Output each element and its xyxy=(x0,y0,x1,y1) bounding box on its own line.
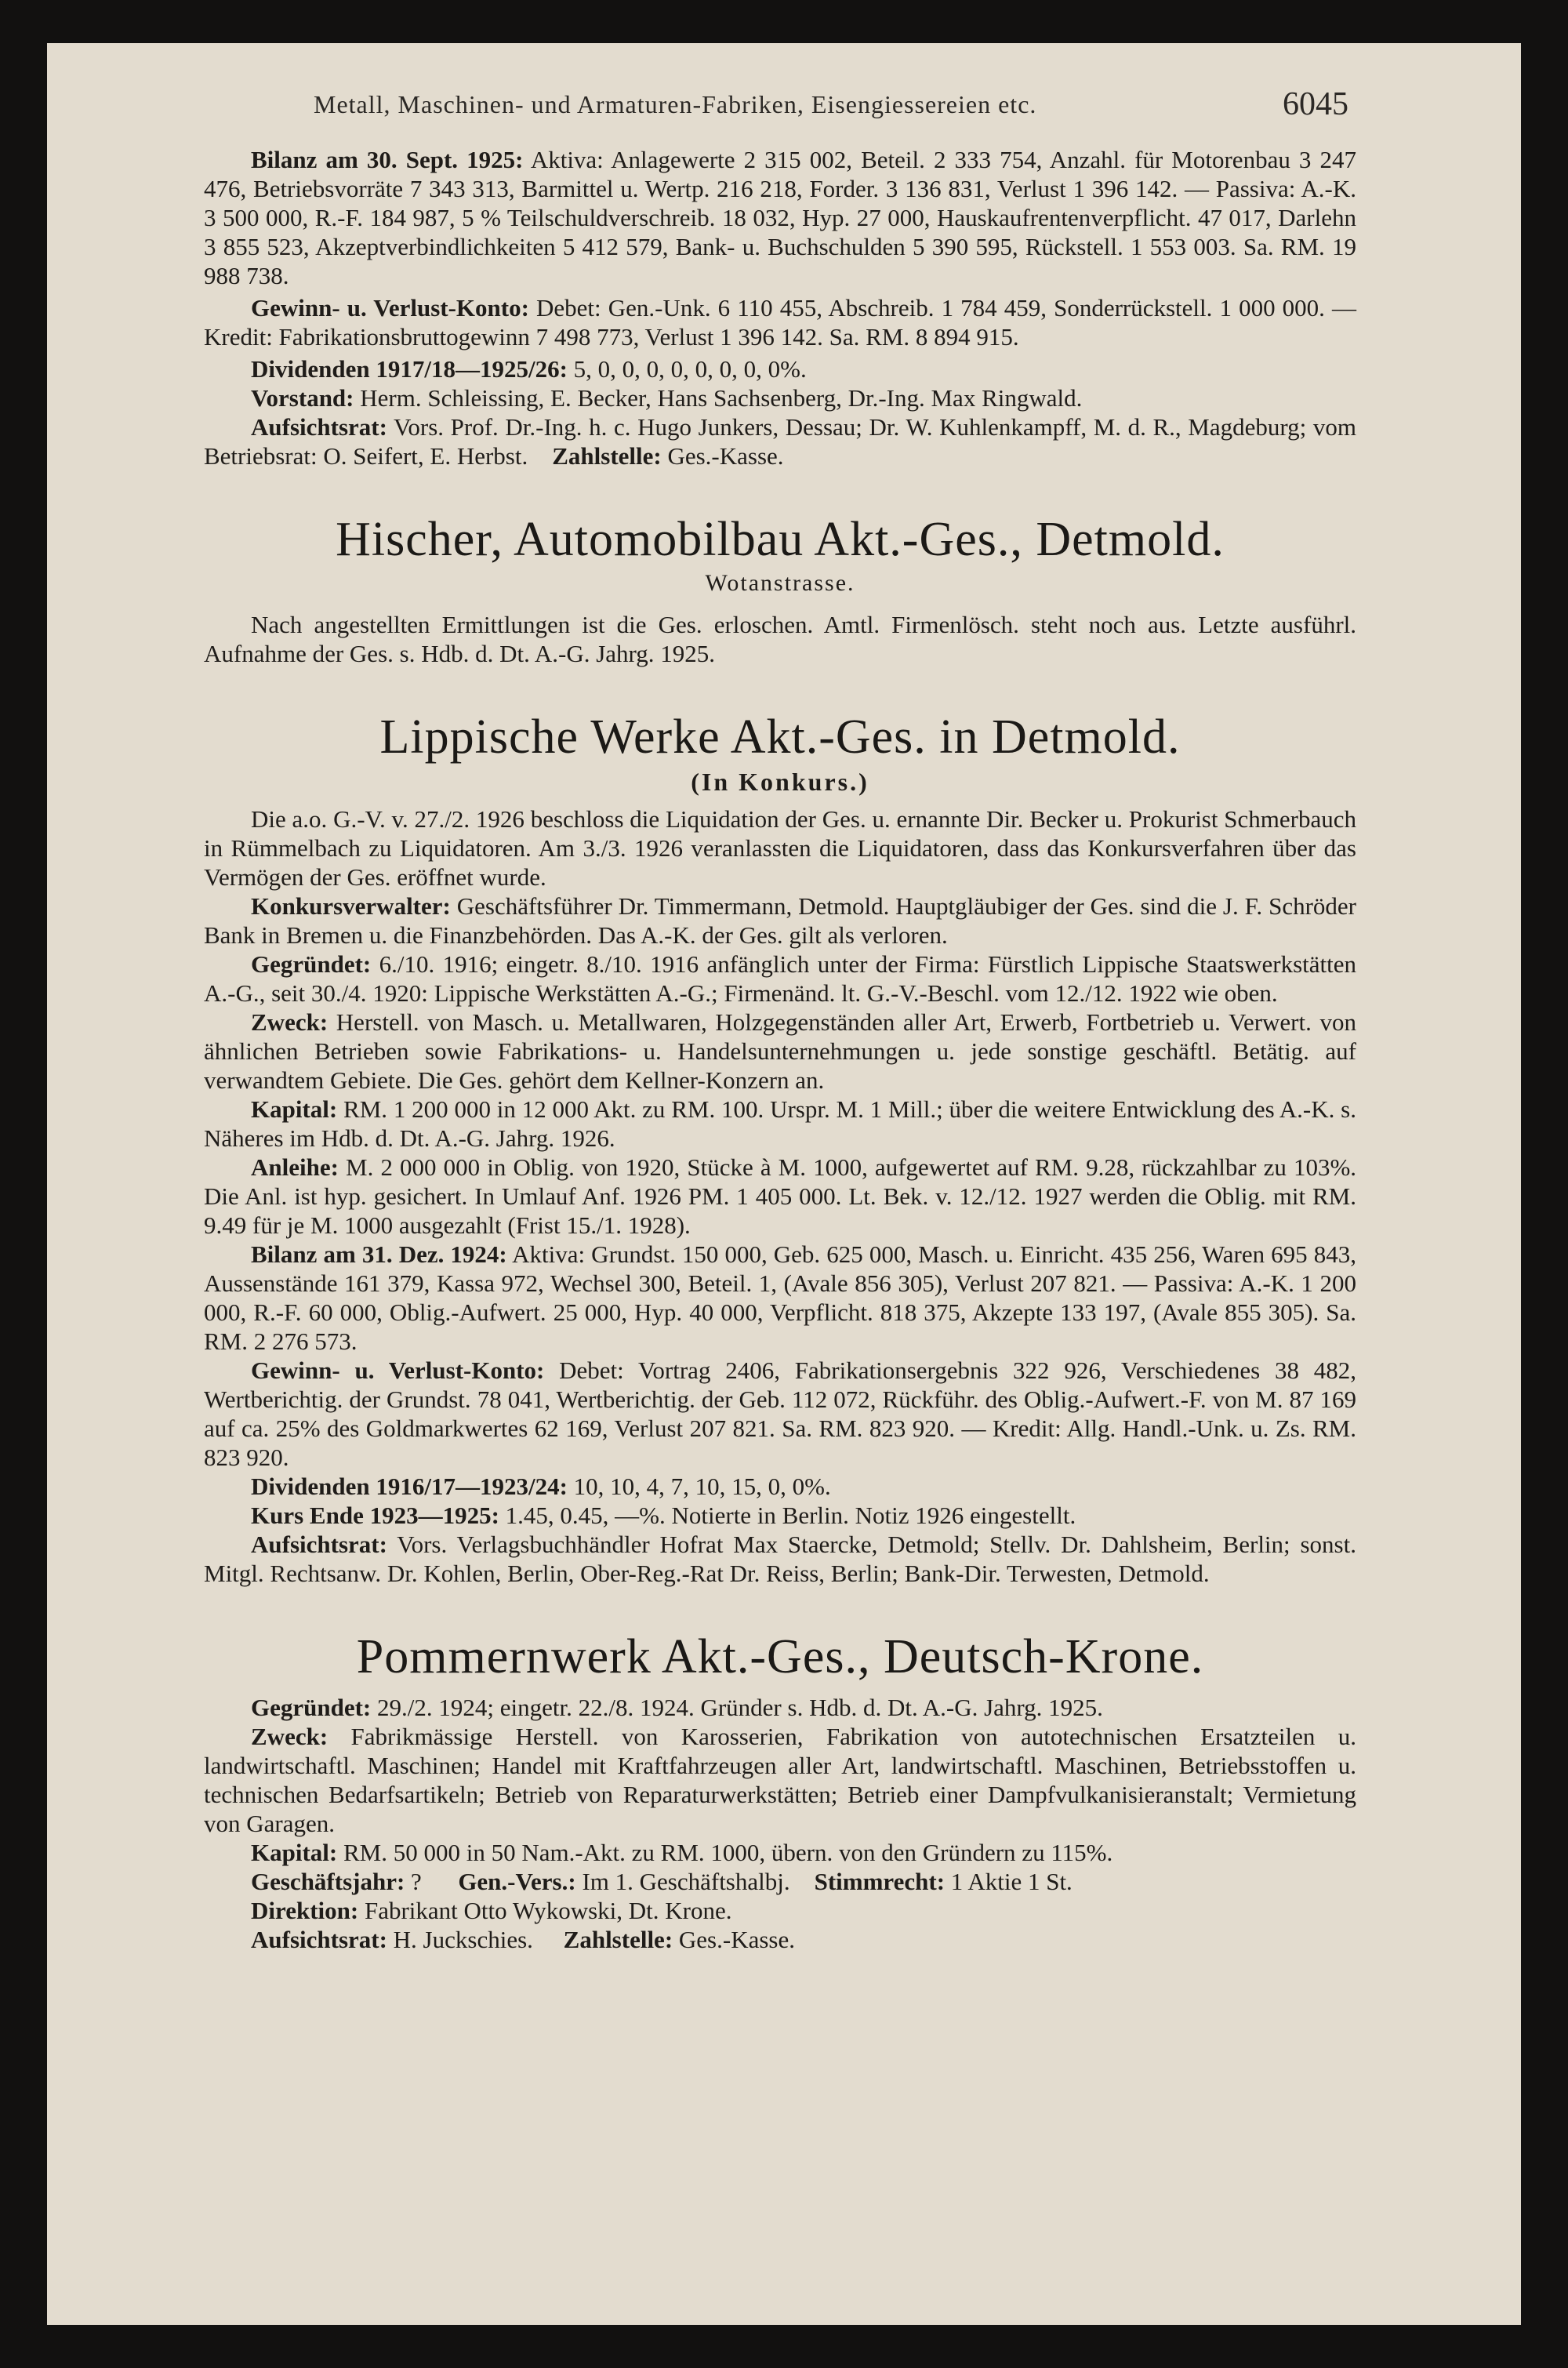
aufsichtsrat-paragraph xyxy=(204,1925,1356,1954)
zahlstelle-label: Zahlstelle: xyxy=(552,442,662,470)
kurs-label: Kurs Ende 1923—1925: xyxy=(251,1502,499,1529)
anleihe-text: M. 2 000 000 in Oblig. von 1920, Stücke à M. 1000, aufgewertet auf RM. 9.28, rückzahlbar zu 103%. Die Anl. ist hyp. gesichert. In Umlauf Anf. 1926 PM. 1 405 000. Lt. Bek. v. 12./12. 1927 werden die Oblig. mit RM. 9.49 für je M. 1000 ausgezahlt (Frist 15./1. 1928). xyxy=(204,1153,1357,1239)
guv-text: Debet: Gen.-Unk. 6 110 455, Abschreib. 1 784 459, Sonderrückstell. 1 000 000. — Kredit: Fabrikationsbruttogewinn 7 498 773, Verlust 1 396 142. Sa. RM. 8 894 915. xyxy=(204,294,1357,350)
aufsichtsrat-paragraph xyxy=(204,412,1356,470)
aufsichtsrat-text: Vors. Verlagsbuchhändler Hofrat Max Staercke, Detmold; Stellv. Dr. Dahlsheim, Berlin; sonst. Mitgl. Rechtsanw. Dr. Kohlen, Berlin, Ober-Reg.-Rat Dr. Reiss, Berlin; Bank-Dir. Terwesten, Detmold. xyxy=(204,1531,1356,1587)
konkursverwalter-label: Konkursverwalter: xyxy=(251,892,451,920)
aufsichtsrat-label: Aufsichtsrat: xyxy=(251,1531,387,1558)
bilanz-label: Bilanz am 30. Sept. 1925: xyxy=(251,146,524,173)
kapital-paragraph xyxy=(204,1095,1356,1153)
bilanz-text: Aktiva: Anlagewerte 2 315 002, Beteil. 2 333 754, Anzahl. für Motorenbau 3 247 476, Betriebsvorräte 7 343 313, Barmittel u. Wertp. 216 218, Forder. 3 136 831, Verlust 1 396 142. — Passiva: A.-K. 3 500 000, R.-F. 184 987, 5 % Teilschuldverschreib. 18 032, Hyp. 27 000, Hauskaufrentenverpflicht. 47 017, Darlehn 3 855 523, Akzeptverbindlichkeiten 5 412 579, Bank- u. Buchschulden 5 390 595, Rückstell. 1 553 003. Sa. RM. 19 988 738. xyxy=(204,146,1356,289)
guv-text: Debet: Vortrag 2406, Fabrikationsergebnis 322 926, Verschiedenes 38 482, Wertberichtig. der Grundst. 78 041, Wertberichtig. der Geb. 112 072, Rückführ. des Oblig.-Aufwert.-F. von M. 87 169 auf ca. 25% des Goldmarkwertes 62 169, Verlust 207 821. Sa. RM. 823 920. — Kredit: Allg. Handl.-Unk. u. Zs. RM. 823 920. xyxy=(204,1357,1357,1471)
aufsichtsrat-label: Aufsichtsrat: xyxy=(251,413,387,441)
vorstand-label: Vorstand: xyxy=(251,384,354,412)
aufsichtsrat-text: H. Juckschies. xyxy=(393,1926,533,1953)
kurs-paragraph xyxy=(204,1501,1356,1530)
guv-label: Gewinn- u. Verlust-Konto: xyxy=(251,1357,545,1384)
intro-paragraph: Die a.o. G.-V. v. 27./2. 1926 beschloss die Liquidation der Ges. u. ernannte Dir. Becker u. Prokurist Schmerbauch in Rümmelbach zu Liquidatoren. Am 3./3. 1926 veranlassten die Liquidatoren, dass das Konkursverfahren über das Vermögen der Ges. eröffnet wurde. xyxy=(204,805,1356,891)
anleihe-label: Anleihe: xyxy=(251,1153,339,1181)
vorstand-text: Herm. Schleissing, E. Becker, Hans Sachsenberg, Dr.-Ing. Max Ringwald. xyxy=(360,384,1083,412)
direktion-label: Direktion: xyxy=(251,1897,359,1924)
dividenden-paragraph xyxy=(204,354,1356,383)
geschaeftsjahr-label: Geschäftsjahr: xyxy=(251,1868,405,1895)
dividenden-text: 10, 10, 4, 7, 10, 15, 0, 0%. xyxy=(573,1473,831,1500)
zweck-label: Zweck: xyxy=(251,1008,328,1036)
running-title: Metall, Maschinen- und Armaturen-Fabriken, Eisengiessereien etc. xyxy=(314,90,1037,118)
stimmrecht-label: Stimmrecht: xyxy=(814,1868,946,1895)
gegruendet-paragraph xyxy=(204,1693,1356,1722)
genvers-label: Gen.-Vers.: xyxy=(458,1868,576,1895)
document-page xyxy=(47,43,1521,2325)
section-continuation xyxy=(204,145,1356,470)
zweck-text: Herstell. von Masch. u. Metallwaren, Holzgegenständen aller Art, Erwerb, Fortbetrieb u. Verwert. von ähnlichen Betrieben sowie Fabrikations- u. Handelsunternehmungen u. jede sonstige geschäftl. Betätig. auf verwandtem Gebiete. Die Ges. gehört dem Kellner-Konzern an. xyxy=(204,1008,1356,1094)
anleihe-paragraph xyxy=(204,1153,1356,1240)
konkursverwalter-paragraph xyxy=(204,892,1356,950)
section-pommernwerk xyxy=(204,1629,1356,1954)
gegruendet-text: 6./10. 1916; eingetr. 8./10. 1916 anfänglich unter der Firma: Fürstlich Lippische Staatswerkstätten A.-G., seit 30./4. 1920: Lippische Werkstätten A.-G.; Firmenänd. lt. G.-V.-Beschl. vom 12./12. 1922 wie oben. xyxy=(204,950,1357,1007)
gegruendet-text: 29./2. 1924; eingetr. 22./8. 1924. Gründer s. Hdb. d. Dt. A.-G. Jahrg. 1925. xyxy=(377,1694,1103,1721)
section-hischer xyxy=(204,511,1356,668)
company-title-hischer: Hischer, Automobilbau Akt.-Ges., Detmold. xyxy=(336,513,1225,566)
kapital-label: Kapital: xyxy=(251,1095,338,1123)
section-lippische-werke xyxy=(204,709,1356,1588)
direktion-paragraph xyxy=(204,1896,1356,1925)
gegruendet-label: Gegründet: xyxy=(251,1694,372,1721)
guv-label: Gewinn- u. Verlust-Konto: xyxy=(251,294,529,321)
hischer-text: Nach angestellten Ermittlungen ist die Ges. erloschen. Amtl. Firmenlösch. steht noch aus. Letzte ausführl. Aufnahme der Ges. s. Hdb. d. Dt. A.-G. Jahrg. 1925. xyxy=(204,611,1356,667)
page-header xyxy=(204,86,1356,145)
dividenden-paragraph xyxy=(204,1472,1356,1501)
kapital-paragraph xyxy=(204,1838,1356,1867)
kapital-text: RM. 50 000 in 50 Nam.-Akt. zu RM. 1000, übern. von den Gründern zu 115%. xyxy=(343,1839,1113,1866)
direktion-text: Fabrikant Otto Wykowski, Dt. Krone. xyxy=(364,1897,732,1924)
dividenden-label: Dividenden 1916/17—1923/24: xyxy=(251,1473,568,1500)
gegruendet-label: Gegründet: xyxy=(251,950,372,978)
stimmrecht-text: 1 Aktie 1 St. xyxy=(950,1868,1073,1895)
konkurs-note: (In Konkurs.) xyxy=(691,768,869,796)
bilanz-label: Bilanz am 31. Dez. 1924: xyxy=(251,1240,507,1268)
gegruendet-paragraph xyxy=(204,950,1356,1008)
kurs-text: 1.45, 0.45, —%. Notierte in Berlin. Notiz 1926 eingestellt. xyxy=(505,1502,1076,1529)
geschaeftsjahr-text: ? xyxy=(411,1868,422,1895)
company-title-lippische: Lippische Werke Akt.-Ges. in Detmold. xyxy=(379,710,1181,764)
zahlstelle-text: Ges.-Kasse. xyxy=(678,1926,795,1953)
geschaeftsjahr-paragraph xyxy=(204,1867,1356,1896)
aufsichtsrat-paragraph xyxy=(204,1530,1356,1588)
bilanz-paragraph xyxy=(204,145,1356,290)
zweck-text: Fabrikmässige Herstell. von Karosserien, Fabrikation von autotechnischen Ersatzteilen u. landwirtschaftl. Maschinen; Handel mit Kraftfahrzeugen aller Art, landwirtschaftl. Maschinen, Betriebsstoffen u. technischen Bedarfsartikeln; Betrieb von Reparaturwerkstätten; Betrieb einer Dampfvulkanisieranstalt; Vermietung von Garagen. xyxy=(204,1723,1356,1837)
dividenden-text: 5, 0, 0, 0, 0, 0, 0, 0, 0%. xyxy=(573,355,807,383)
aufsichtsrat-label: Aufsichtsrat: xyxy=(251,1926,387,1953)
aufsichtsrat-text: Vors. Prof. Dr.-Ing. h. c. Hugo Junkers, Dessau; Dr. W. Kuhlenkampff, M. d. R., Magdeburg; vom Betriebsrat: O. Seifert, E. Herbst. xyxy=(204,413,1356,470)
kapital-text: RM. 1 200 000 in 12 000 Akt. zu RM. 100. Urspr. M. 1 Mill.; über die weitere Entwicklung des A.-K. s. Näheres im Hdb. d. Dt. A.-G. Jahrg. 1926. xyxy=(204,1095,1356,1152)
zweck-paragraph xyxy=(204,1722,1356,1838)
kapital-label: Kapital: xyxy=(251,1839,338,1866)
vorstand-paragraph xyxy=(204,383,1356,412)
zweck-label: Zweck: xyxy=(251,1723,328,1750)
zweck-paragraph xyxy=(204,1008,1356,1095)
page-number: 6045 xyxy=(1283,86,1348,122)
company-address: Wotanstrasse. xyxy=(705,570,855,596)
bilanz-paragraph xyxy=(204,1240,1356,1356)
zahlstelle-label: Zahlstelle: xyxy=(563,1926,673,1953)
company-title-pommernwerk: Pommernwerk Akt.-Ges., Deutsch-Krone. xyxy=(356,1630,1204,1683)
zahlstelle-text: Ges.-Kasse. xyxy=(667,442,784,470)
guv-paragraph xyxy=(204,1356,1356,1472)
dividenden-label: Dividenden 1917/18—1925/26: xyxy=(251,355,568,383)
guv-paragraph xyxy=(204,293,1356,351)
genvers-text: Im 1. Geschäftshalbj. xyxy=(582,1868,790,1895)
konkursverwalter-text: Geschäftsführer Dr. Timmermann, Detmold. Hauptgläubiger der Ges. sind die J. F. Schröder Bank in Bremen u. die Finanzbehörden. Das A.-K. der Ges. gilt als verloren. xyxy=(204,892,1356,949)
bilanz-text: Aktiva: Grundst. 150 000, Geb. 625 000, Masch. u. Einricht. 435 256, Waren 695 843, Aussenstände 161 379, Kassa 972, Wechsel 300, Beteil. 1, (Avale 856 305), Verlust 207 821. — Passiva: A.-K. 1 200 000, R.-F. 60 000, Oblig.-Aufwert. 25 000, Hyp. 40 000, Verpflicht. 818 375, Akzepte 133 197, (Avale 855 305). Sa. RM. 2 276 573. xyxy=(204,1240,1356,1355)
